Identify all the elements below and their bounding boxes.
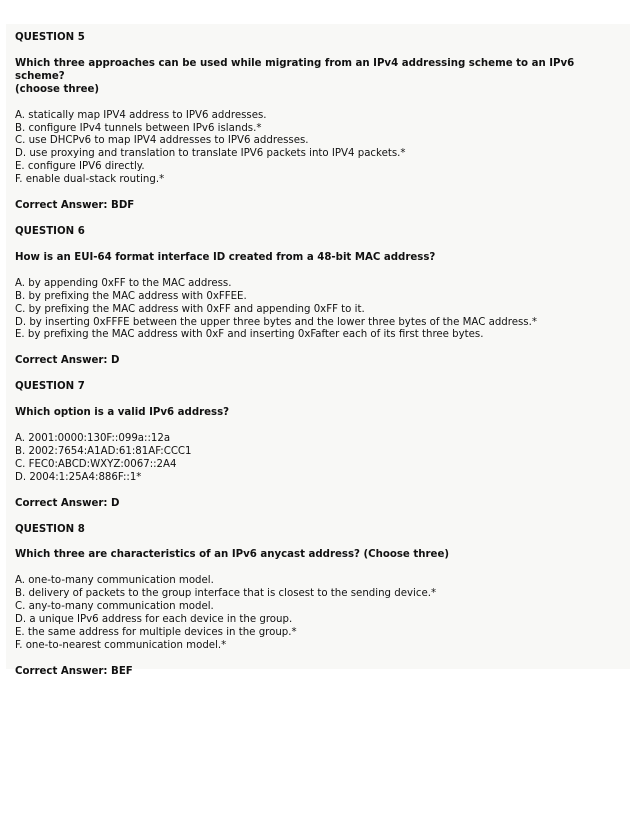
option-item: A. one-to-many communication model. — [15, 575, 214, 587]
option-item: D. use proxying and translation to translate IPV6 packets into IPV4 packets.* — [15, 148, 406, 160]
option-item: D. 2004:1:25A4:886F::1* — [15, 471, 142, 483]
correct-answer: Correct Answer: D — [15, 497, 120, 509]
option-item: E. the same address for multiple devices in the group.* — [15, 627, 297, 638]
question-block — [15, 524, 625, 679]
option-item: A. 2001:0000:130F::099a::12a — [15, 433, 171, 445]
options-list — [15, 110, 625, 187]
question-heading: QUESTION 5 — [15, 32, 85, 43]
option-item: C. by prefixing the MAC address with 0xFF and appending 0xFF to it. — [15, 303, 365, 315]
question-block — [15, 226, 625, 381]
option-item: E. configure IPV6 directly. — [15, 161, 145, 173]
option-item: A. by appending 0xFF to the MAC address. — [15, 277, 232, 289]
option-item: F. one-to-nearest communication model.* — [15, 639, 227, 651]
option-item: B. delivery of packets to the group interface that is closest to the sending device.* — [15, 588, 437, 600]
question-block — [15, 381, 625, 523]
question-heading: QUESTION 7 — [15, 381, 85, 393]
document-content — [15, 32, 625, 679]
option-item: B. configure IPv4 tunnels between IPv6 islands.* — [15, 122, 262, 134]
option-item: B. 2002:7654:A1AD:61:81AF:CCC1 — [15, 445, 192, 457]
question-heading: QUESTION 8 — [15, 523, 85, 535]
options-list — [15, 575, 625, 652]
correct-answer: Correct Answer: BDF — [15, 200, 135, 212]
options-list — [15, 278, 625, 343]
option-item: F. enable dual-stack routing.* — [15, 174, 165, 186]
question-text: (choose three) — [15, 83, 100, 95]
option-item: D. by inserting 0xFFFE between the upper three bytes and the lower three bytes of the MAC address.* — [15, 316, 537, 328]
question-text: How is an EUI-64 format interface ID created from a 48-bit MAC address? — [15, 251, 436, 263]
question-heading: QUESTION 6 — [15, 225, 85, 237]
option-item: C. use DHCPv6 to map IPV4 addresses to IPV6 addresses. — [15, 135, 309, 147]
options-list — [15, 433, 625, 485]
question-text: Which option is a valid IPv6 address? — [15, 407, 230, 419]
option-item: C. FEC0:ABCD:WXYZ:0067::2A4 — [15, 458, 177, 470]
option-item: E. by prefixing the MAC address with 0xF and inserting 0xFafter each of its first three bytes. — [15, 329, 484, 341]
correct-answer: Correct Answer: BEF — [15, 665, 133, 677]
question-text: Which three are characteristics of an IPv6 anycast address? (Choose three) — [15, 549, 450, 561]
question-text: Which three approaches can be used while migrating from an IPv4 addressing scheme to an IPv6 scheme? — [15, 57, 575, 82]
question-block — [15, 32, 625, 226]
option-item: A. statically map IPV4 address to IPV6 addresses. — [15, 109, 267, 121]
option-item: C. any-to-many communication model. — [15, 601, 214, 613]
option-item: D. a unique IPv6 address for each device in the group. — [15, 614, 293, 626]
option-item: B. by prefixing the MAC address with 0xFFEE. — [15, 290, 247, 302]
correct-answer: Correct Answer: D — [15, 355, 120, 367]
